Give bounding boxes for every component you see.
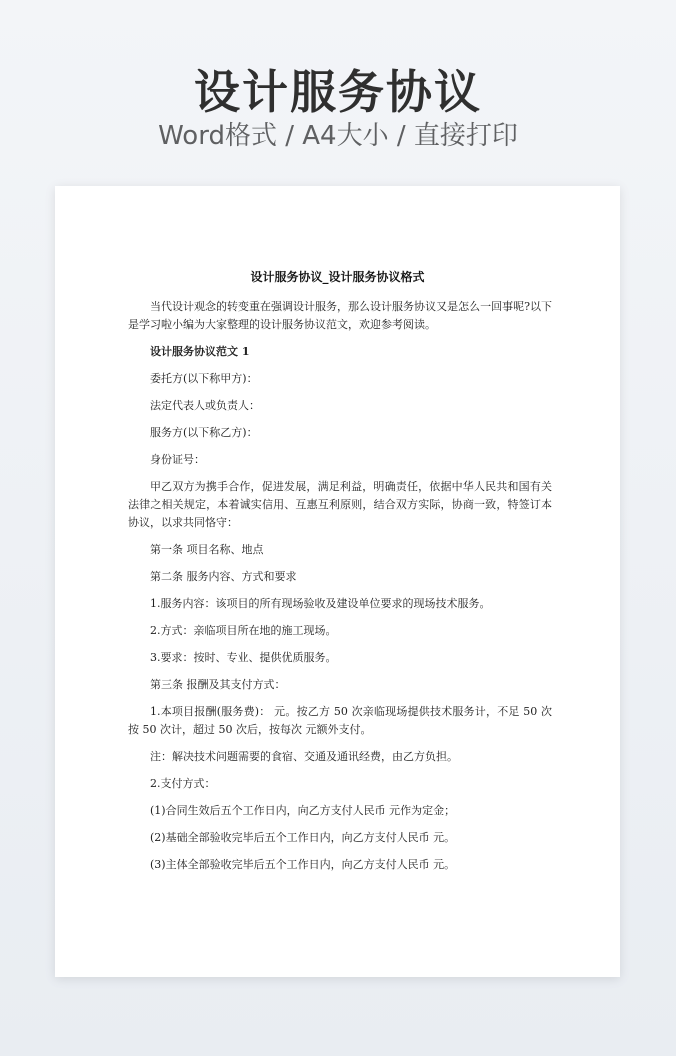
document-body [128, 298, 552, 883]
document-paragraph: 1.本项目报酬(服务费)： 元。按乙方 50 次亲临现场提供技术服务计，不足 50 次按 50 次计，超过 50 次后，按每次 元额外支付。 [128, 705, 552, 736]
document-paragraph: 第三条 报酬及其支付方式： [150, 678, 286, 691]
document-paragraph: 甲乙双方为携手合作，促进发展，满足利益，明确责任，依据中华人民共和国有关法律之相关规定，本着诚实信用、互惠互利原则，结合双方实际，协商一致，特签订本协议，以求共同恪守： [128, 480, 552, 529]
document-title: 设计服务协议_设计服务协议格式 [250, 270, 425, 284]
document-paragraph: 第二条 服务内容、方式和要求 [150, 570, 297, 583]
section-heading: 设计服务协议范文 1 [150, 345, 250, 358]
document-paragraph: 法定代表人或负责人： [150, 399, 260, 412]
document-paragraph: 服务方(以下称乙方)： [150, 426, 258, 439]
document-paragraph: 1.服务内容：该项目的所有现场验收及建设单位要求的现场技术服务。 [150, 597, 491, 610]
document-paragraph: 委托方(以下称甲方)： [150, 372, 258, 385]
document-page [55, 186, 620, 977]
banner-title: 设计服务协议 [194, 65, 482, 119]
document-paragraph: (3)主体全部验收完毕后五个工作日内，向乙方支付人民币 元。 [150, 858, 456, 871]
document-paragraph: 当代设计观念的转变重在强调设计服务，那么设计服务协议又是怎么一回事呢?以下是学习啦小编为大家整理的设计服务协议范文，欢迎参考阅读。 [128, 300, 552, 331]
document-paragraph: 身份证号： [150, 453, 205, 466]
document-paragraph: 2.支付方式： [150, 777, 216, 790]
document-paragraph: 第一条 项目名称、地点 [150, 543, 264, 556]
banner [0, 0, 676, 186]
document-paragraph: (2)基础全部验收完毕后五个工作日内，向乙方支付人民币 元。 [150, 831, 456, 844]
document-paragraph: 2.方式：亲临项目所在地的施工现场。 [150, 624, 337, 637]
document-paragraph: (1)合同生效后五个工作日内，向乙方支付人民币 元作为定金； [150, 804, 456, 817]
document-paragraph: 注：解决技术问题需要的食宿、交通及通讯经费，由乙方负担。 [150, 750, 458, 763]
banner-subtitle: Word格式 / A4大小 / 直接打印 [158, 121, 518, 151]
document-paragraph: 3.要求：按时、专业、提供优质服务。 [150, 651, 337, 664]
